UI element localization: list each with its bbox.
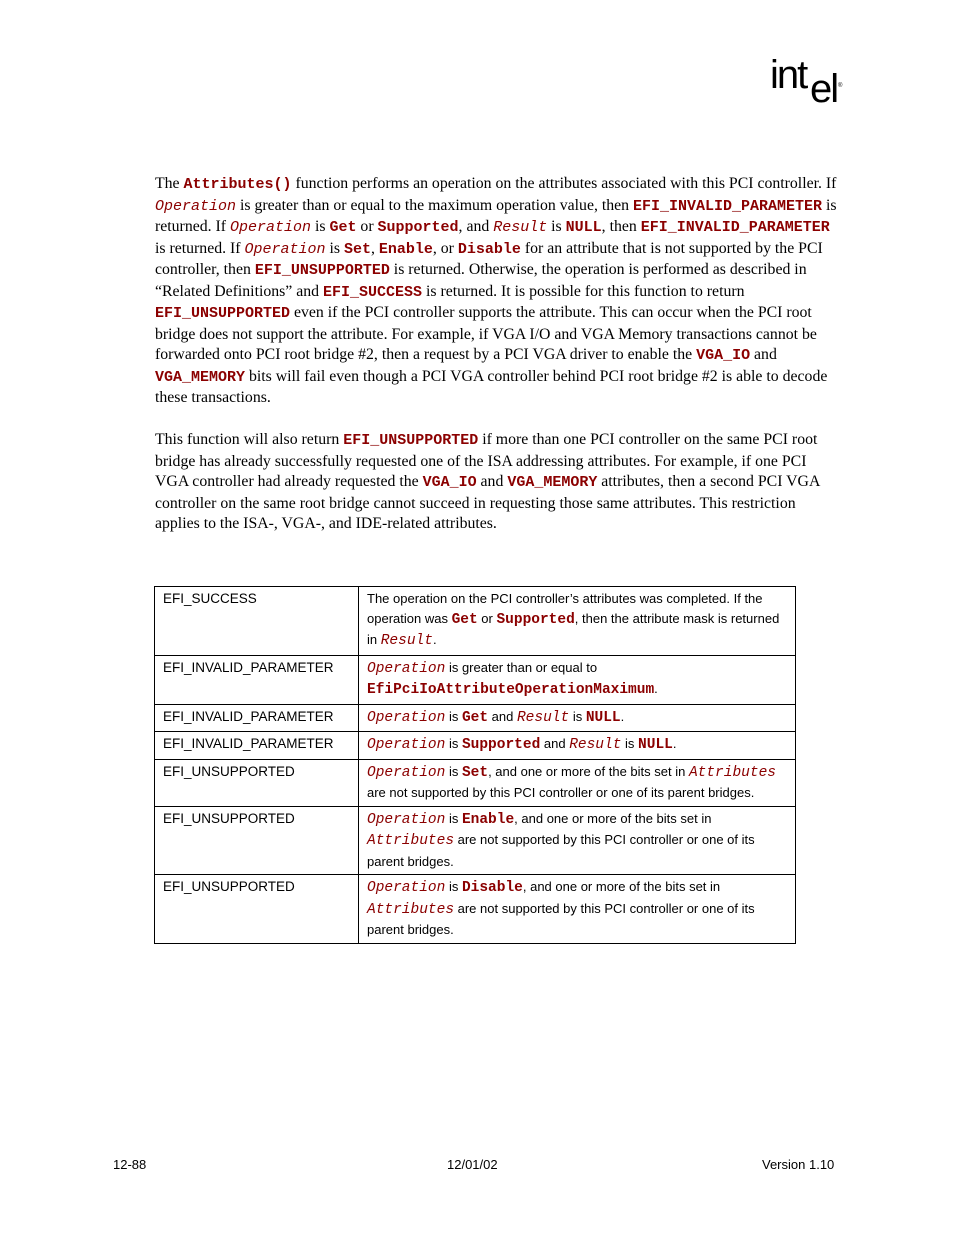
table-row: [155, 759, 796, 806]
text: is greater than or equal to the maximum operation value, then: [236, 196, 634, 214]
description-paragraph-2: [155, 430, 840, 535]
status-description: [359, 587, 796, 656]
status-codes-table: [154, 586, 796, 944]
text: and: [476, 473, 508, 490]
text: .: [654, 681, 658, 696]
text: even if the PCI controller supports the attribute. This can occur when the PCI root bridge does not support the attribute. For example, if VGA I/O and VGA Memory transactions cannot be forwarded onto PCI root bridge #2, then a request by a PCI VGA driver to enable the: [155, 304, 817, 363]
code-param: Operation: [367, 880, 446, 896]
table-row: [155, 655, 796, 704]
code-param: Operation: [367, 709, 446, 726]
status-code: EFI_INVALID_PARAMETER: [155, 732, 359, 760]
code-term: Set: [461, 764, 489, 781]
logo-registered-mark: ®: [838, 83, 843, 89]
code-term: Enable: [378, 240, 433, 258]
code-term: Get: [451, 611, 478, 628]
text: is: [547, 218, 566, 235]
table-row: [155, 875, 796, 944]
status-code: EFI_SUCCESS: [155, 587, 359, 656]
logo-el: el: [810, 67, 838, 111]
table-row: [155, 732, 796, 760]
status-description: [359, 655, 796, 704]
code-term: EFI_UNSUPPORTED: [254, 262, 390, 279]
status-description: [359, 875, 796, 944]
status-description: [359, 759, 796, 806]
code-term: Supported: [377, 219, 459, 236]
status-description: [359, 732, 796, 760]
code-param: Operation: [230, 219, 312, 236]
code-param: Operation: [367, 764, 446, 781]
text: or: [356, 218, 378, 235]
code-param: Operation: [367, 737, 446, 753]
code-term: VGA_IO: [422, 474, 477, 491]
text: , then the attribute mask is returned in: [367, 610, 780, 647]
code-term: EFI_INVALID_PARAMETER: [633, 197, 823, 215]
code-term: EFI_UNSUPPORTED: [343, 432, 479, 449]
text: is: [569, 708, 586, 724]
code-term: EFI_UNSUPPORTED: [155, 305, 291, 322]
text: .: [432, 632, 437, 647]
text: The operation on the PCI controller’s attributes was completed. If the operation was: [367, 591, 763, 626]
page-number: 12-88: [113, 1157, 147, 1172]
status-code: EFI_UNSUPPORTED: [155, 875, 359, 944]
code-param: Operation: [367, 660, 446, 677]
text: .: [672, 736, 677, 751]
text: is: [445, 708, 462, 724]
text: This function will also return: [155, 431, 344, 448]
code-term: Disable: [461, 880, 523, 896]
text: is: [621, 736, 639, 751]
status-code: EFI_INVALID_PARAMETER: [155, 704, 359, 732]
code-term: NULL: [565, 219, 602, 236]
status-description: [359, 704, 796, 732]
text: , and: [458, 218, 494, 235]
text: are not supported by this PCI controller or one of its parent bridges.: [367, 832, 755, 869]
code-term: Get: [461, 709, 489, 726]
status-code: EFI_UNSUPPORTED: [155, 759, 359, 806]
code-param: Operation: [155, 197, 237, 215]
text: is returned. If: [155, 239, 245, 257]
text: is greater than or equal to: [445, 659, 598, 675]
intel-logo: [770, 53, 850, 111]
text: ,: [370, 239, 379, 257]
code-param: Result: [569, 737, 622, 753]
code-term: NULL: [638, 737, 673, 753]
text: function performs an operation on the attributes associated with this PCI controller. If: [291, 175, 837, 192]
code-term: Get: [329, 219, 357, 236]
table-row: [155, 587, 796, 656]
code-term: EFI_INVALID_PARAMETER: [640, 219, 830, 236]
code-term: EFI_SUCCESS: [323, 283, 423, 301]
text: if more than one PCI controller on the same PCI root bridge has already successfully requested one of the ISA addressing attributes. For example, if one PCI VGA controller had already requested the: [155, 431, 818, 490]
text: is: [445, 810, 462, 826]
status-code: EFI_UNSUPPORTED: [155, 806, 359, 875]
text: attributes, then a second PCI VGA controller on the same root bridge cannot succeed in requesting those same attributes. This restriction applies to the ISA-, VGA-, and IDE-related attributes.: [155, 473, 820, 532]
code-param: Result: [380, 633, 433, 649]
text: , and one or more of the bits set in: [514, 810, 712, 826]
text: for an attribute that is not supported by the PCI controller, then: [155, 239, 823, 278]
text: is: [445, 763, 462, 779]
code-term: Set: [343, 240, 371, 258]
code-term: Supported: [496, 611, 575, 628]
code-param: Operation: [244, 240, 326, 258]
code-term: VGA_MEMORY: [155, 368, 246, 386]
text: is: [445, 736, 462, 751]
description-paragraph-1: [155, 174, 840, 409]
text: are not supported by this PCI controller or one of its parent bridges.: [367, 785, 755, 800]
text: is returned. It is possible for this function to return: [422, 282, 745, 300]
code-param: Result: [516, 709, 570, 726]
code-term: Enable: [461, 811, 515, 828]
code-term: NULL: [585, 709, 621, 726]
status-code: EFI_INVALID_PARAMETER: [155, 655, 359, 704]
table-row: [155, 806, 796, 875]
text: are not supported by this PCI controller or one of its parent bridges.: [367, 900, 755, 937]
text: , and one or more of the bits set in: [488, 763, 689, 779]
code-term: Supported: [461, 737, 541, 753]
text: is returned. If: [155, 196, 837, 235]
table-row: [155, 704, 796, 732]
text: .: [620, 708, 625, 724]
code-term: VGA_MEMORY: [507, 474, 598, 491]
code-param: Operation: [367, 811, 446, 828]
footer-version: Version 1.10: [762, 1157, 835, 1172]
code-term: Disable: [457, 240, 521, 258]
text: is: [325, 239, 344, 257]
code-term: EfiPciIoAttributeOperationMaximum: [367, 682, 655, 698]
code-param: Attributes: [367, 901, 455, 918]
text: is: [445, 879, 462, 894]
text: is returned. Otherwise, the operation is performed as described in “Related Definitions” and: [155, 261, 807, 300]
text: The: [155, 175, 184, 192]
text: and: [750, 346, 777, 363]
logo-int: int: [770, 53, 807, 97]
text: and: [488, 708, 517, 724]
code-param: Attributes: [367, 833, 455, 849]
code-param: Attributes: [688, 764, 776, 781]
text: , then: [601, 218, 641, 235]
footer-date: 12/01/02: [447, 1157, 498, 1172]
text: , and one or more of the bits set in: [522, 879, 721, 894]
code-param: Result: [493, 219, 548, 236]
text: bits will fail even though a PCI VGA controller behind PCI root bridge #2 is able to decode these transactions.: [155, 367, 828, 406]
text: is: [311, 218, 330, 235]
code-term: VGA_IO: [696, 347, 751, 364]
text: and: [540, 736, 570, 751]
text: or: [477, 610, 497, 626]
code-term: Attributes(): [183, 176, 292, 193]
text: , or: [432, 239, 458, 257]
status-description: [359, 806, 796, 875]
